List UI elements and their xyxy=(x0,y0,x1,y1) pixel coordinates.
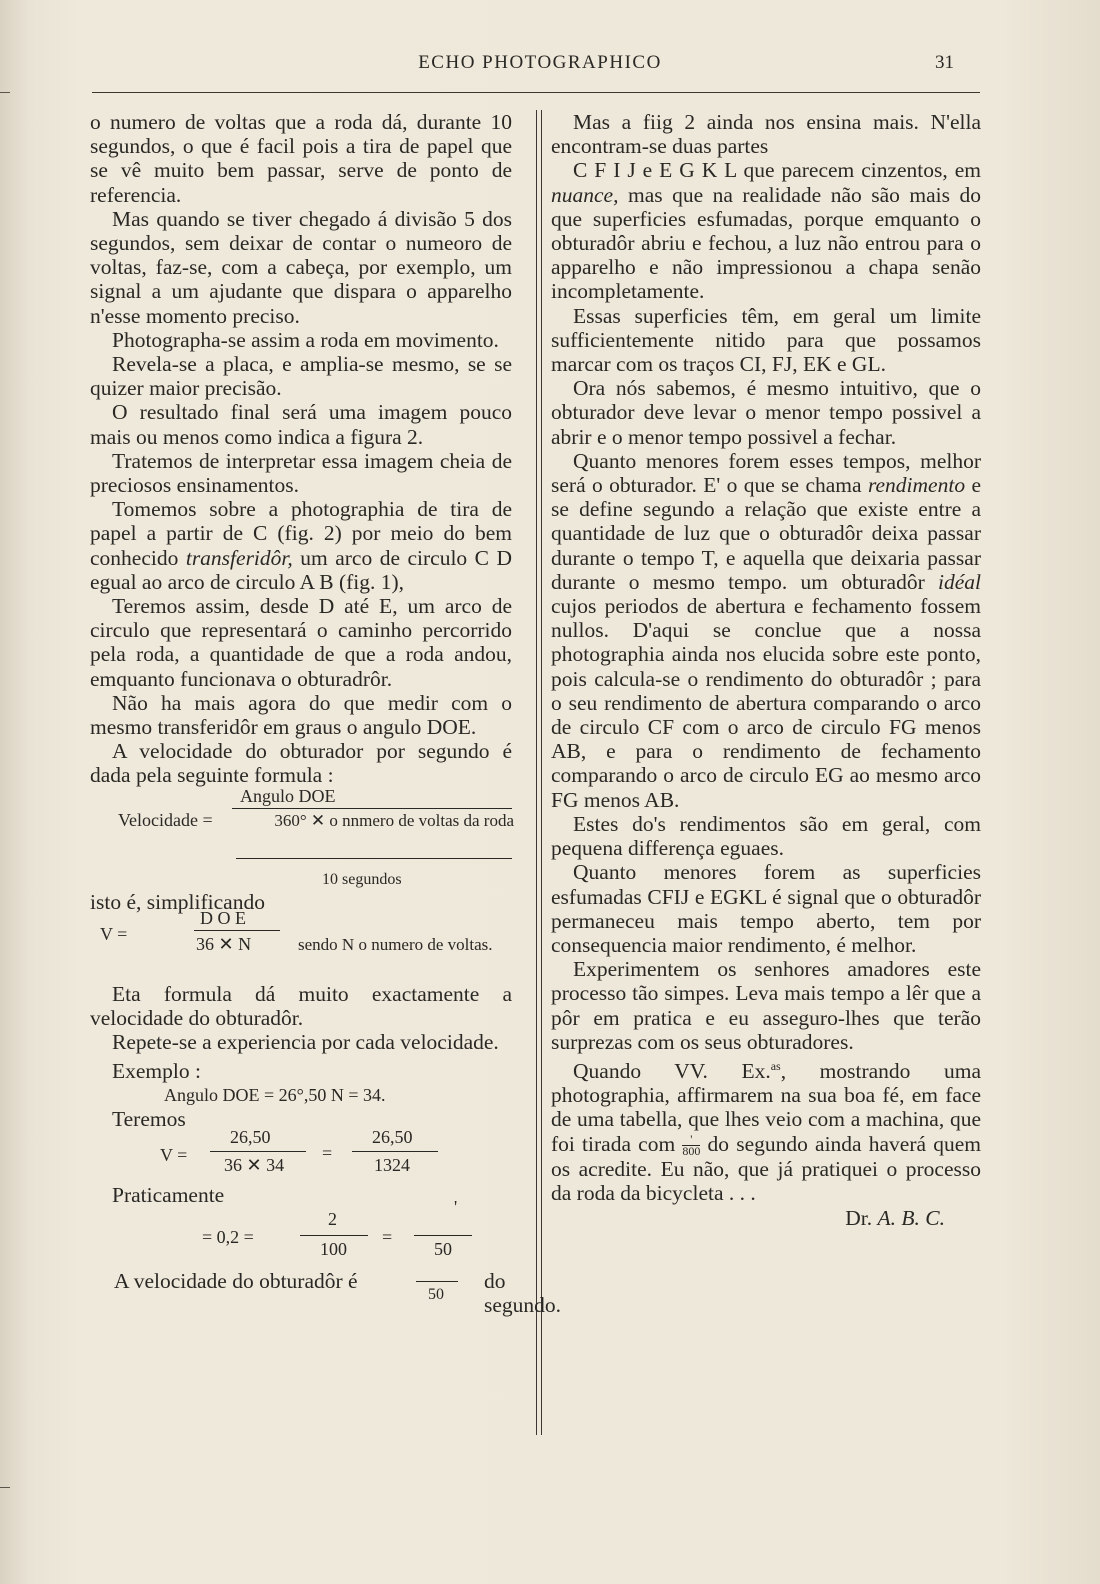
formula-numerator: D O E xyxy=(200,907,246,928)
italic-term: nuance, xyxy=(551,182,619,207)
formula-numerator: ' xyxy=(454,1197,458,1218)
closing-text-end: do segundo. xyxy=(484,1269,562,1318)
equals-sign: = xyxy=(382,1227,393,1248)
fraction-rule xyxy=(232,808,512,809)
closing-text: A velocidade do obturadôr é xyxy=(114,1269,358,1294)
paragraph xyxy=(551,449,981,812)
paragraph-text: e se define segundo a relação que existe entre a quantidade de luz que o obturadôr deixa passar durante o tempo T, e aquella que deixaria passar durante o mesmo tempo. um obturadôr xyxy=(551,473,981,594)
closing-sentence xyxy=(90,1265,562,1318)
paragraph: Quanto menores forem as superficies esfumadas CFIJ e EGKL é signal que o obturadôr permaneceu mais tempo aberto, tem por consequencia maior rendimento, é melhor. xyxy=(551,860,981,957)
paragraph: Repete-se a experiencia por cada velocidade. xyxy=(112,1030,499,1055)
fraction-numerator: ' xyxy=(682,1134,700,1146)
fraction-rule xyxy=(300,1235,368,1236)
right-column xyxy=(551,110,981,1230)
paragraph-text: C F I J e E G K L que parecem cinzentos, em xyxy=(573,158,981,183)
formula-numerator: 26,50 xyxy=(230,1127,271,1148)
example-heading: Exemplo : xyxy=(112,1058,201,1083)
paragraph: Essas superficies têm, em geral um limite sufficientemente nitido para que possamos marcar com os traços CI, FJ, EK e GL. xyxy=(551,303,981,377)
paragraph-text: um arco de circulo C D egual ao arco de circulo A B (fig. 1), xyxy=(90,545,512,594)
formula-numerator: 2 xyxy=(328,1209,337,1230)
paragraph: Eta formula dá muito exactamente a velocidade do obturadôr. xyxy=(90,981,512,1031)
formula-denominator: 36 ✕ N xyxy=(196,933,252,954)
left-column xyxy=(90,110,562,1318)
fraction-rule xyxy=(352,1151,438,1152)
formula-numerator: 26,50 xyxy=(372,1127,413,1148)
signature-prefix: Dr. xyxy=(845,1205,873,1230)
paragraph: Tratemos de interpretar essa imagem cheia de preciosos ensinamentos. xyxy=(90,448,512,498)
paragraph: isto é, simplificando xyxy=(90,889,265,914)
paragraph-text: do segundo ainda haverá quem os acredite. Eu não, que já pratiquei o processo da roda da bicycleta . . . xyxy=(551,1131,981,1206)
equals-sign: = xyxy=(322,1143,333,1164)
example-values: Angulo DOE = 26°,50 N = 34. xyxy=(164,1084,386,1105)
page-number: 31 xyxy=(935,52,954,73)
formula-note: sendo N o numero de voltas. xyxy=(298,934,493,954)
formula-label: V = xyxy=(160,1145,188,1166)
paragraph: o numero de voltas que a roda dá, durante 10 segundos, o que é facil pois a tira de papel que se vê muito bem passar, serve de ponto de referencia. xyxy=(90,110,512,207)
margin-mark xyxy=(0,92,10,93)
teremos-label: Teremos xyxy=(112,1106,186,1131)
divisor-line xyxy=(90,868,512,890)
column-divider-second xyxy=(541,110,542,1435)
formula-lead: = 0,2 = xyxy=(202,1227,254,1248)
paragraph: Estes do's rendimentos são em geral, com pequena differença eguaes. xyxy=(551,811,981,861)
italic-term: transferidôr, xyxy=(185,545,293,570)
paragraph: Não ha mais agora do que medir com o mesmo transferidôr em graus o angulo DOE. xyxy=(90,690,512,740)
paragraph xyxy=(551,158,981,303)
paragraph xyxy=(551,1054,981,1206)
paragraph-text: Quanto menores forem esses tempos, melhor será o obturador. E' o que se chama xyxy=(551,448,981,498)
italic-term: rendimento xyxy=(867,473,966,498)
fraction-rule xyxy=(194,930,280,931)
running-header xyxy=(0,52,1100,78)
velocity-formula xyxy=(90,785,514,876)
paragraph-text: Quando VV. Ex. xyxy=(573,1059,771,1084)
paragraph xyxy=(90,497,512,594)
formula-denominator: 1324 xyxy=(374,1155,410,1176)
margin-mark xyxy=(0,1487,10,1488)
fraction-rule xyxy=(236,858,512,859)
paragraph: Teremos assim, desde D até E, um arco de circulo que representará o caminho percorrido pela roda, a quantidade de que a roda andou, emquanto funcionava o obturadrôr. xyxy=(90,594,512,691)
paragraph-text: cujos periodos de abertura e fechamento fossem nullos. D'aqui se conclue que a nossa photographia ainda nos elucida sobre este ponto, pois calcula-se o rendimento do obturadôr ; para o seu rendimento de abertura comparando o arco de circulo CF com o arco de circulo FG menos AB, e para o rendimento de fechamento comparando o arco de circulo EG ao mesmo arco FG menos AB. xyxy=(551,594,981,812)
signature-initials: A. B. C. xyxy=(877,1205,945,1230)
column-divider xyxy=(536,110,537,1435)
simplified-formula xyxy=(90,907,512,964)
formula-label: V = xyxy=(100,923,128,944)
formula-denominator: 50 xyxy=(434,1239,452,1260)
fraction-rule xyxy=(210,1151,306,1152)
formula-divisor: 10 segundos xyxy=(322,870,402,888)
inline-fraction xyxy=(682,1134,700,1157)
header-rule xyxy=(92,92,980,93)
formula-numerator: Angulo DOE xyxy=(240,785,336,806)
spacer xyxy=(90,964,512,982)
paragraph: Revela-se a placa, e amplia-se mesmo, se se quizer maior precisão. xyxy=(90,352,512,401)
fraction-rule xyxy=(414,1235,472,1236)
paragraph: A velocidade do obturador por segundo é dada pela seguinte formula : xyxy=(90,739,512,788)
paragraph: Experimentem os senhores amadores este processo tão simpes. Leva mais tempo a lêr que a pôr em pratica e eu asseguro-lhes que terão surprezas com os seus obturadores. xyxy=(551,957,981,1054)
formula-label: Velocidade = xyxy=(118,809,213,830)
example-formula xyxy=(90,1127,512,1183)
formula-denominator: 36 ✕ 34 xyxy=(224,1155,285,1176)
signature xyxy=(551,1206,981,1230)
paragraph-text: mas que na realidade não são mais do que superficies esfumadas, porque emquanto o obturadôr abriu e fechou, a luz não entrou para o apparelho e não impressionou a chapa senão incompletamente. xyxy=(551,182,981,304)
paragraph-text: Tomemos sobre a photographia de tira de papel a partir de C (fig. 2) por meio do bem conhecido xyxy=(90,497,512,570)
italic-term: idéal xyxy=(938,569,981,594)
paragraph: Mas quando se tiver chegado á divisão 5 dos segundos, sem deixar de contar o numeoro de voltas, faz-se, com a cabeça, por exemplo, um signal a um ajudante que dispara o apparelho n'esse momento preciso. xyxy=(90,206,512,328)
praticamente-label: Praticamente xyxy=(112,1183,225,1208)
paragraph: O resultado final será uma imagem pouco mais ou menos como indica a figura 2. xyxy=(90,400,512,449)
paragraph: Ora nós sabemos, é mesmo intuitivo, que o obturador deve levar o menor tempo possivel a abrir e o menor tempo possivel a fechar. xyxy=(551,376,981,449)
paragraph: Photographa-se assim a roda em movimento. xyxy=(112,327,499,352)
journal-title: ECHO PHOTOGRAPHICO xyxy=(418,52,662,73)
formula-denominator: 100 xyxy=(320,1239,347,1260)
fraction-denominator: 800 xyxy=(682,1144,701,1159)
paragraph-text: , mostrando uma photographia, affirmarem na sua boa fé, em face de uma tabella, que lhes veio com a machina, que foi tirada com xyxy=(551,1059,981,1156)
superscript: as xyxy=(770,1058,781,1073)
paragraph: Mas a fiig 2 ainda nos ensina mais. N'ella encontram-se duas partes xyxy=(551,110,981,159)
fraction-denominator: 50 xyxy=(428,1286,444,1304)
formula-denominator: 360° ✕ o nnmero de voltas da roda xyxy=(274,810,514,830)
practical-formula xyxy=(90,1197,512,1265)
